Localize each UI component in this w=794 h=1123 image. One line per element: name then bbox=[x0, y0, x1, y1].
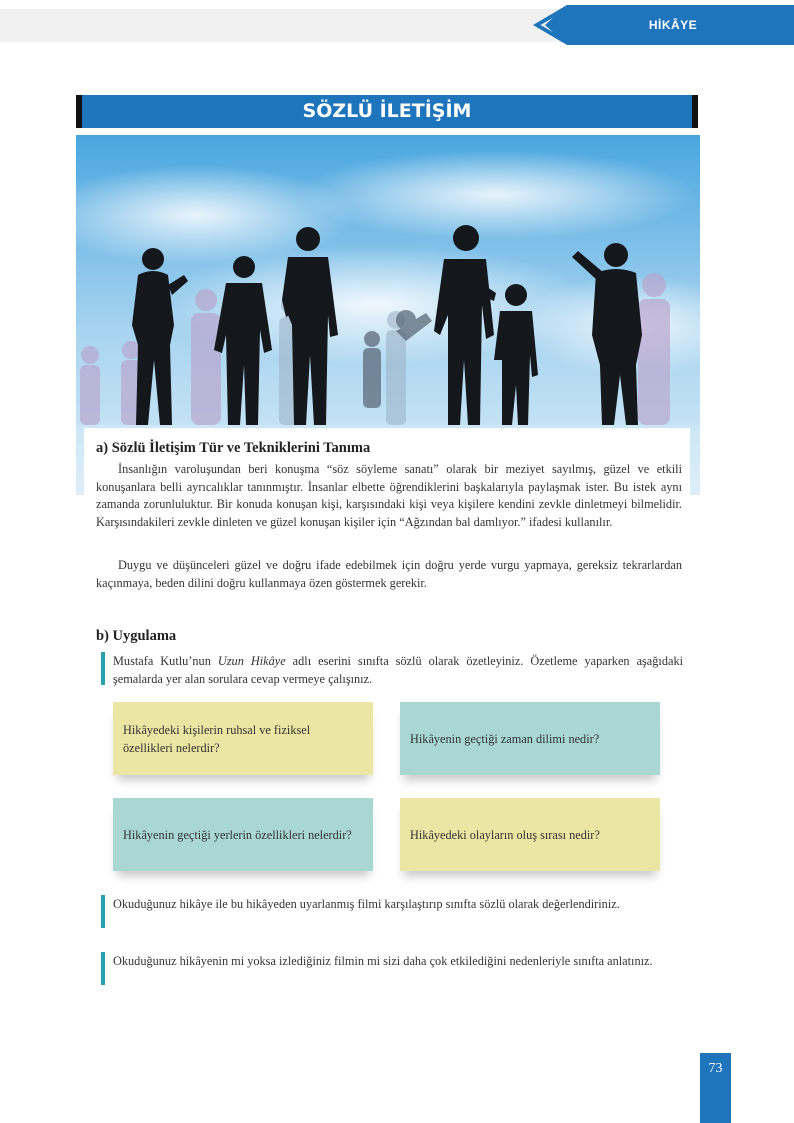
page-number: 73 bbox=[700, 1053, 731, 1123]
section-tab-label: HİKÂYE bbox=[648, 18, 698, 32]
card-text: Hikâyedeki olayların oluş sırası nedir? bbox=[410, 827, 600, 842]
section-b-heading: b) Uygulama bbox=[96, 628, 177, 644]
bullet-marker bbox=[101, 952, 105, 985]
book-title: Uzun Hikâye bbox=[217, 654, 286, 668]
question-card-characters bbox=[113, 702, 373, 775]
instruction-prefix: Mustafa Kutlu’nun bbox=[113, 654, 218, 668]
instruction-text bbox=[113, 652, 683, 688]
question-card-time bbox=[400, 702, 660, 775]
instruction-suffix: adlı eserini sınıfta sözlü olarak özetleyiniz. Özetleme yaparken aşağıdaki şemalarda yer alan sorulara cevap vermeye çalışınız. bbox=[113, 654, 684, 686]
bullet-marker bbox=[101, 895, 105, 928]
section-a-paragraph-1: İnsanlığın varoluşundan beri konuşma “söz söyleme sanatı” olarak bir meziyet sayılmış, güzel ve etkili konuşanlara belli ayrıcalıklar tanınmıştır. İnsanlar elbette öğrendiklerini başkalarıyla paylaşmak ister. Bu istek aynı zamanda zorunluluktur. Bir konuda konuşan kişi, karşısındaki kişi veya kişilere kendini zevkle dinletmeyi bilmelidir. Karşısındakileri zevkle dinleten ve güzel konuşan kişiler için “Ağzından bal damlıyor.” ifadesi kullanılır. bbox=[96, 462, 682, 529]
task-compare-film: Okuduğunuz hikâye ile bu hikâyeden uyarlanmış filmi karşılaştırıp sınıfta sözlü olarak değerlendiriniz. bbox=[113, 897, 620, 911]
bullet-marker bbox=[101, 652, 105, 685]
task-impression: Okuduğunuz hikâyenin mi yoksa izlediğiniz filmin mi sizi daha çok etkilediğini nedenleriyle sınıfta anlatınız. bbox=[113, 954, 653, 968]
card-text: Hikâyedeki kişilerin ruhsal ve fiziksel özellikleri nelerdir? bbox=[123, 722, 311, 755]
question-card-events bbox=[400, 798, 660, 871]
section-a-paragraph-2: Duygu ve düşünceleri güzel ve doğru ifade edebilmek için doğru yerde vurgu yapmaya, gereksiz tekrarlardan kaçınmaya, beden dilini doğru kullanmaya özen göstermek gerekir. bbox=[96, 558, 682, 590]
section-a-heading: a) Sözlü İletişim Tür ve Tekniklerini Tanıma bbox=[96, 440, 371, 456]
question-card-places bbox=[113, 798, 373, 871]
card-text: Hikâyenin geçtiği zaman dilimi nedir? bbox=[410, 731, 600, 746]
page-title: SÖZLÜ İLETİŞİM bbox=[302, 100, 472, 122]
card-text: Hikâyenin geçtiği yerlerin özellikleri nelerdir? bbox=[123, 827, 352, 842]
